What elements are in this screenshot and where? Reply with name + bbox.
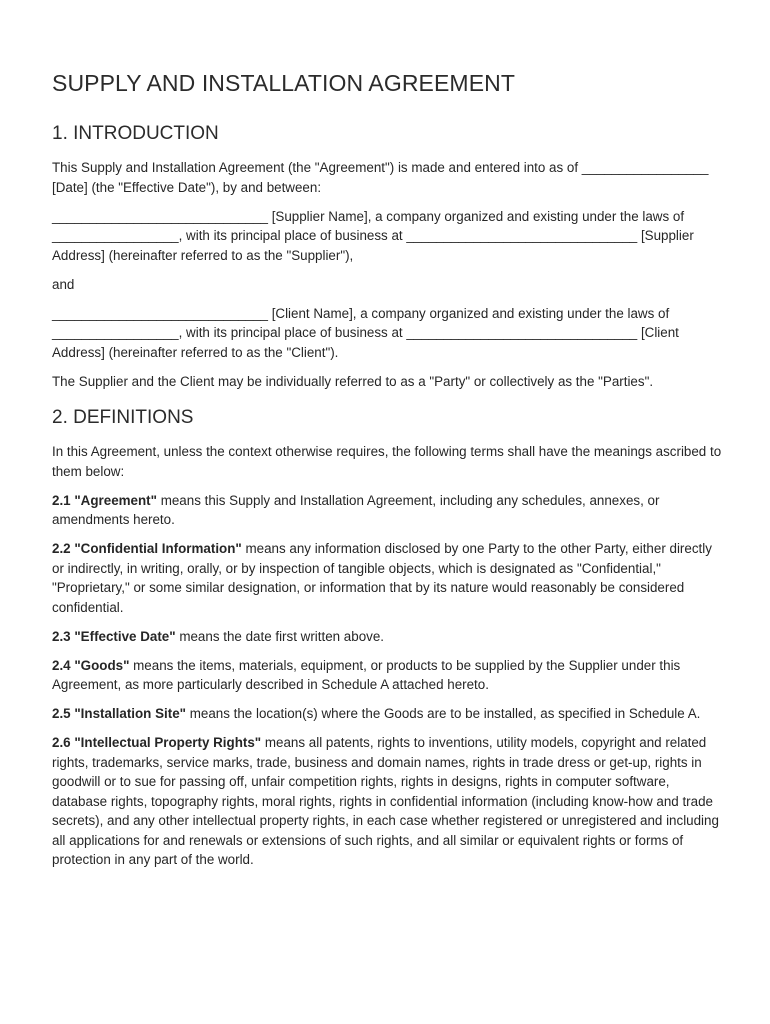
definition-text: means this Supply and Installation Agreement, including any schedules, annexes, or amendments hereto.: [52, 492, 660, 527]
intro-paragraph-and: and: [52, 276, 75, 292]
definition-term: 2.1 "Agreement": [52, 492, 157, 508]
introduction-section: [52, 123, 724, 391]
definition-text: means the date first written above.: [175, 628, 385, 644]
definition-item-agreement: [52, 491, 724, 530]
definition-item-effective-date: [52, 627, 724, 647]
definition-item-goods: [52, 656, 724, 695]
definition-term: 2.4 "Goods": [52, 657, 130, 673]
document-title: SUPPLY AND INSTALLATION AGREEMENT: [52, 70, 515, 96]
intro-paragraph-parties: The Supplier and the Client may be individually referred to as a "Party" or collectively as the "Parties".: [52, 373, 654, 389]
definition-text: means the items, materials, equipment, or products to be supplied by the Supplier under this Agreement, as more particularly described in Schedule A attached hereto.: [52, 657, 681, 692]
definition-text: means the location(s) where the Goods are to be installed, as specified in Schedule A.: [186, 706, 701, 721]
definition-text: means any information disclosed by one Party to the other Party, either directly or indirectly, in writing, orally, or by inspection of tangible objects, which is designated as "Confidential," "Proprietary," or some similar designation, or information that by its nature would reasonably be considered confidential.: [52, 541, 712, 615]
definition-item-intellectual-property-rights: [52, 733, 724, 870]
intro-paragraph-client: _____________________________ [Client Name], a company organized and existing under the laws of _________________, with its principal place of business at _______________________________ [Client Address] (hereinafter referred to as the "Client").: [52, 305, 679, 360]
definition-term: 2.5 "Installation Site": [52, 706, 186, 721]
definition-item-confidential-information: [52, 539, 724, 617]
intro-paragraph-supplier: _____________________________ [Supplier Name], a company organized and existing under the laws of _________________, with its principal place of business at _______________________________ [Supplier Address] (hereinafter referred to as the "Supplier"),: [52, 208, 694, 263]
definitions-intro-paragraph: In this Agreement, unless the context otherwise requires, the following terms shall have the meanings ascribed to them below:: [52, 444, 722, 479]
section-heading-introduction: 1. INTRODUCTION: [52, 123, 219, 144]
definition-term: 2.6 "Intellectual Property Rights": [52, 735, 262, 750]
definition-item-installation-site: [52, 704, 724, 724]
definition-term: 2.3 "Effective Date": [52, 628, 176, 644]
definitions-section: [52, 407, 724, 870]
definition-text: means all patents, rights to inventions, utility models, copyright and related rights, trademarks, service marks, trade, business and domain names, rights in trade dress or get-up, rights in goodwill or to sue for passing off, unfair competition rights, rights in designs, rights in computer software, database rights, topography rights, moral rights, rights in confidential information (including know-how and trade secrets), and any other intellectual property rights, in each case whether registered or unregistered and including all applications for and renewals or extensions of such rights, and all similar or equivalent rights or forms of protection in any part of the world.: [52, 735, 719, 867]
section-heading-definitions: 2. DEFINITIONS: [52, 407, 194, 428]
intro-paragraph-agreement: This Supply and Installation Agreement (the "Agreement") is made and entered into as of _________________ [Date] (the "Effective Date"), by and between:: [52, 160, 709, 195]
definition-term: 2.2 "Confidential Information": [52, 541, 242, 556]
document-page: [52, 70, 724, 879]
